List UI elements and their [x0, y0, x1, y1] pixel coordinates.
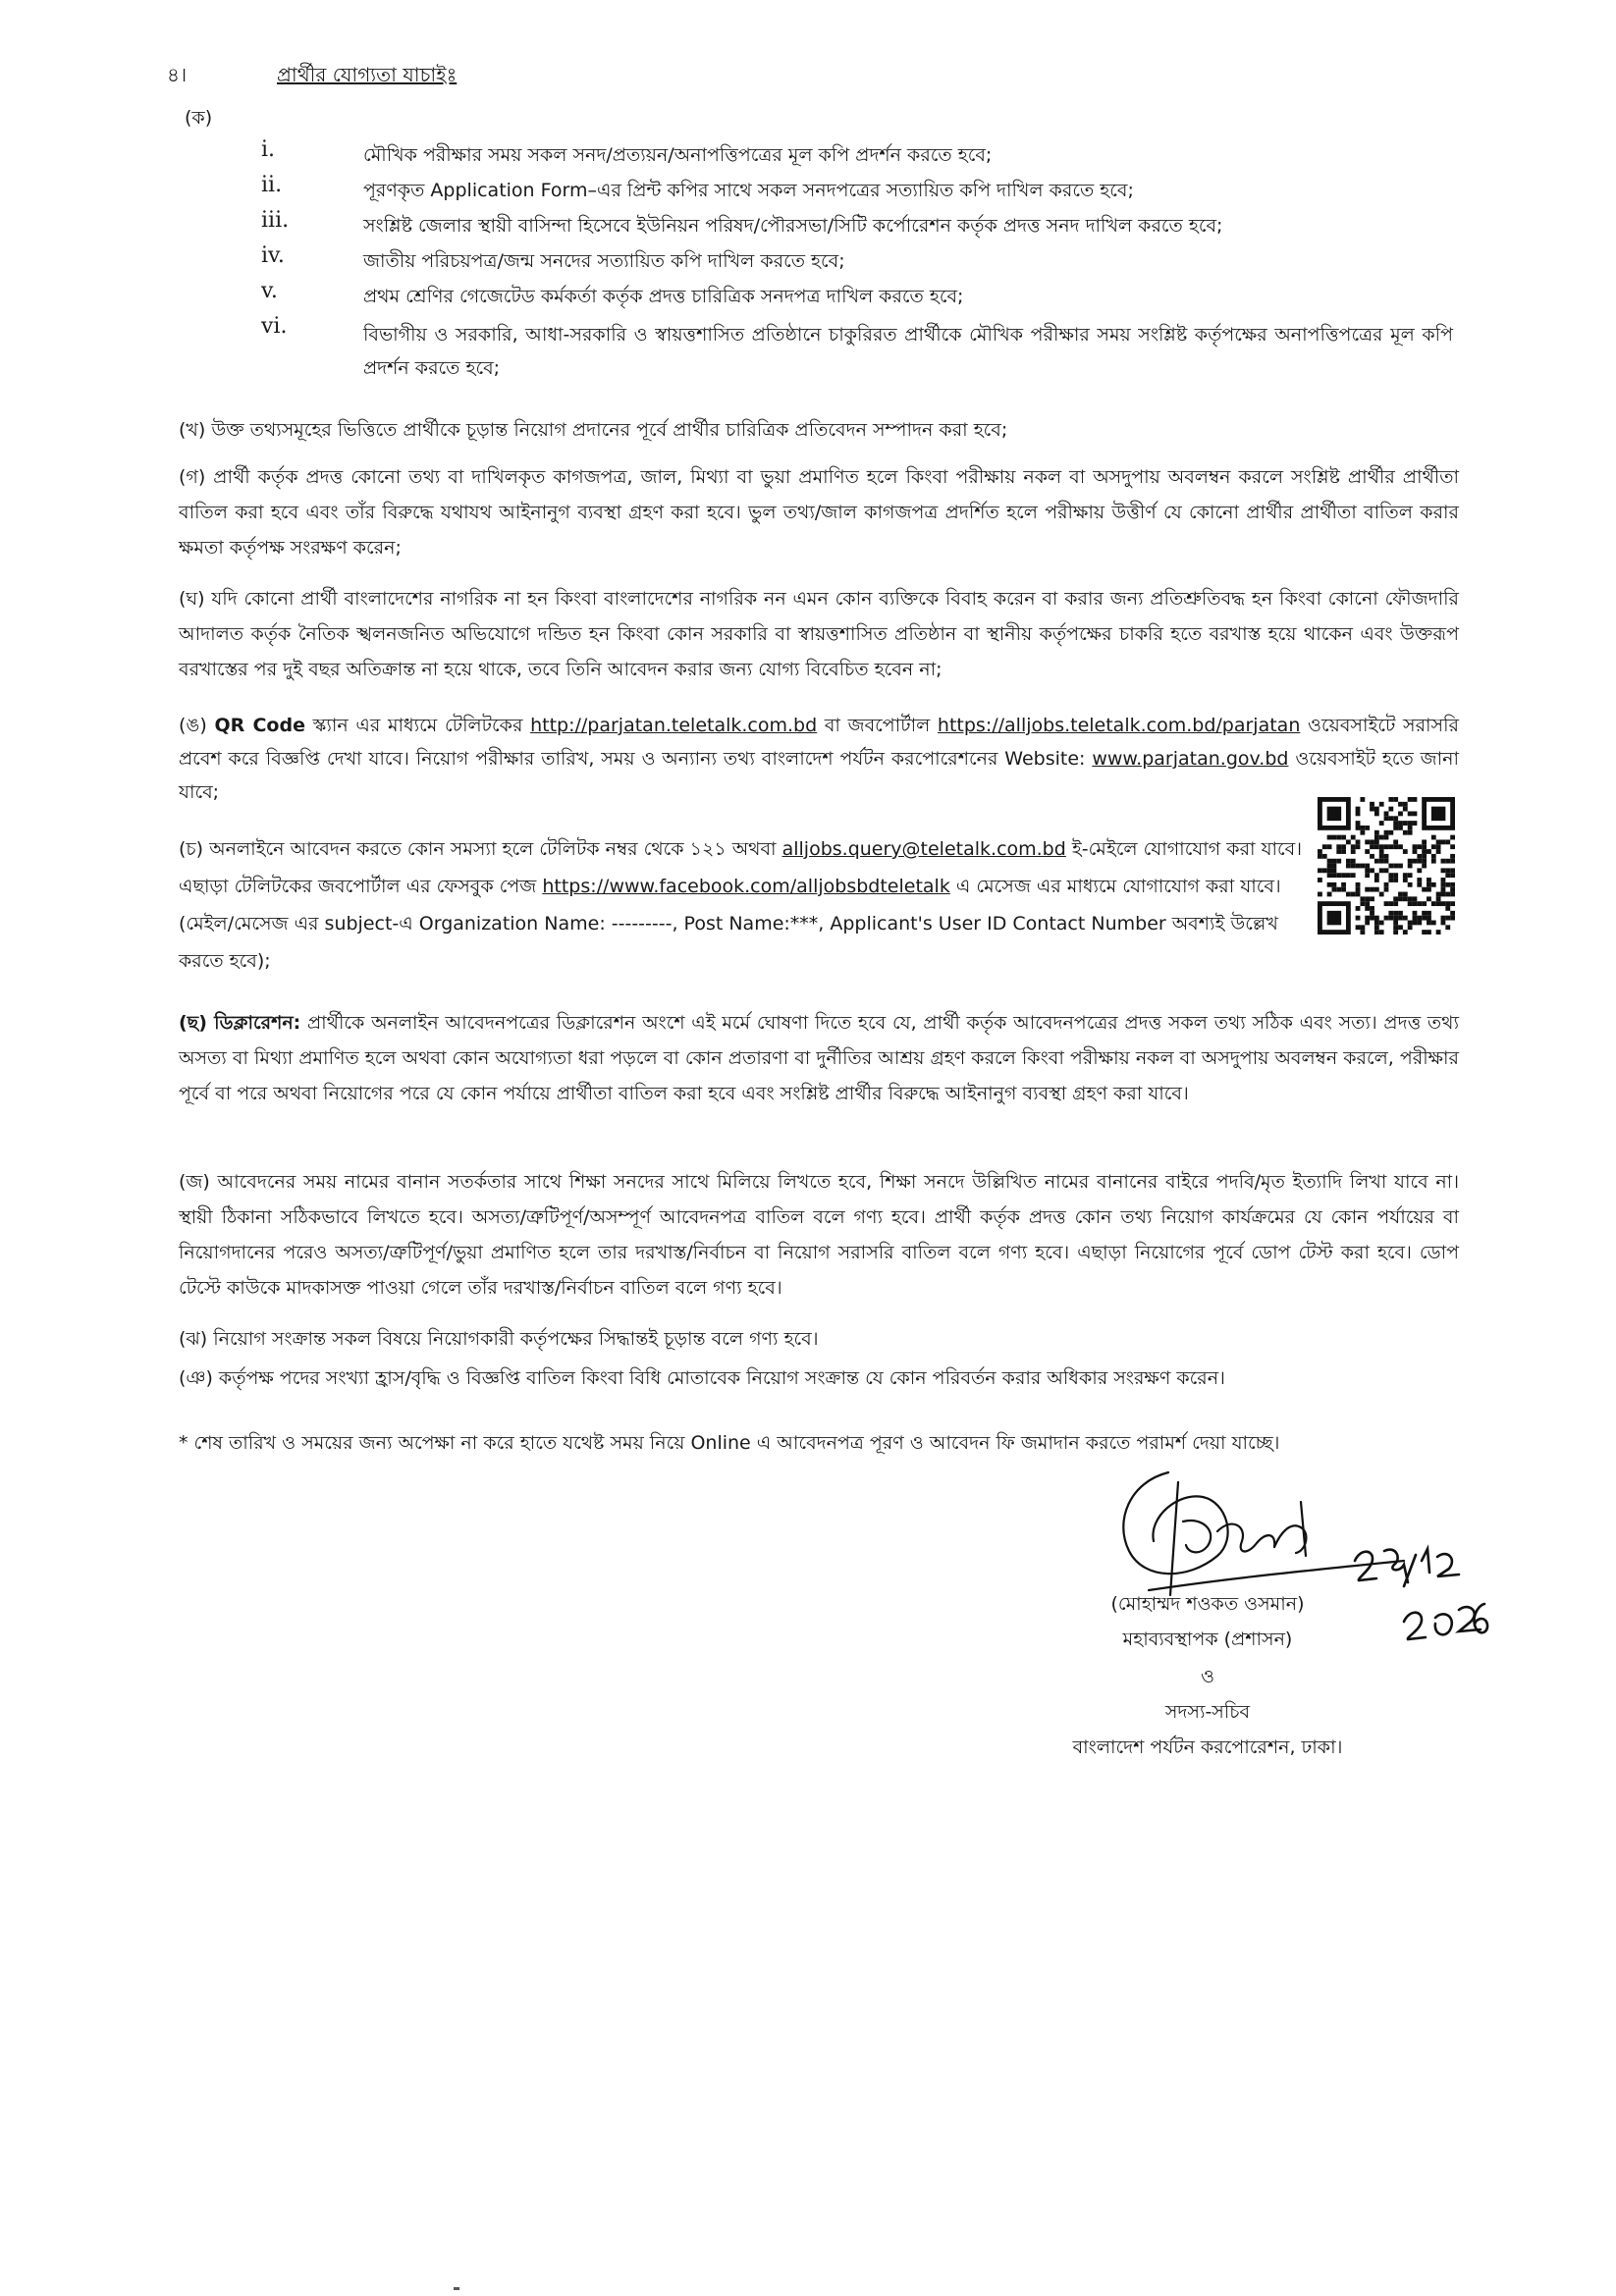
cha-text-3: এ মেসেজ এর মাধ্যমে যোগাযোগ করা যাবে। (মেইল/মেসেজ এর subject-এ Organization Name: ---------, Post Name:***, Applicant's User ID Contact Number অবশ্যই উল্লেখ করতে হবে);	[179, 876, 1281, 972]
section-title: প্রার্থীর যোগ্যতা যাচাইঃ	[277, 63, 458, 86]
facebook-page-link[interactable]: https://www.facebook.com/alljobsbdteletalk	[542, 876, 950, 897]
paragraph-cha	[179, 830, 1308, 980]
sub-ka-label: (ক)	[185, 107, 213, 129]
list-item: বিভাগীয় ও সরকারি, আধা-সরকারি ও স্বায়ত্তশাসিত প্রতিষ্ঠানে চাকুরিরত প্রার্থীকে মৌখিক পরীক্ষার সময় সংশ্লিষ্ট কর্তৃপক্ষের অনাপত্তিপত্রের মূল কপি প্রদর্শন করতে হবে;	[363, 324, 1453, 379]
list-item-number: vi.	[261, 314, 288, 339]
signatory-designation: মহাব্যবস্থাপক (প্রশাসন)	[1122, 1629, 1293, 1650]
paragraph-chha	[179, 1005, 1459, 1111]
paragraph-uma	[179, 709, 1459, 809]
declaration-text: প্রার্থীকে অনলাইন আবেদনপত্রের ডিক্লারেশন অংশে এই মর্মে ঘোষণা দিতে হবে যে, প্রার্থী কর্তৃক আবেদনপত্রের প্রদত্ত সকল তথ্য সঠিক এবং সত্য। প্রদত্ত তথ্য অসত্য বা মিথ্যা প্রমাণিত হলে অথবা কোন অযোগ্যতা ধরা পড়লে বা কোন প্রতারণা বা দুর্নীতির আশ্রয় গ্রহণ করলে কিংবা পরীক্ষায় নকল বা অসদুপায় অবলম্বন করলে, পরীক্ষার পূর্বে বা পরে অথবা নিয়োগের পরে যে কোন পর্যায়ে প্রার্থীতা বাতিল করা হবে এবং সংশ্লিষ্ট প্রার্থীর বিরুদ্ধে আইনানুগ ব্যবস্থা গ্রহণ করা যাবে।	[179, 1012, 1459, 1104]
alljobs-link[interactable]: https://alljobs.teletalk.com.bd/parjatan	[937, 715, 1301, 736]
paragraph-gha: (ঘ) যদি কোনো প্রার্থী বাংলাদেশের নাগরিক না হন কিংবা বাংলাদেশের নাগরিক নন এমন কোন ব্যক্তিকে বিবাহ করেন বা করার জন্য প্রতিশ্রুতিবদ্ধ হন কিংবা কোনো ফৌজদারি আদালত কর্তৃক নৈতিক স্খলনজনিত অভিযোগে দন্ডিত হন কিংবা কোন সরকারি বা স্বায়ত্তশাসিত প্রতিষ্ঠান বা স্থানীয় কর্তৃপক্ষের চাকরি হতে বরখাস্ত হয়ে থাকেন এবং উক্তরূপ বরখাস্তের পর দুই বছর অতিক্রান্ত না হয়ে থাকে, তবে তিনি আবেদন করার জন্য যোগ্য বিবেচিত হবেন না;	[179, 588, 1459, 680]
list-item: মৌখিক পরীক্ষার সময় সকল সনদ/প্রত্যয়ন/অনাপত্তিপত্রের মূল কপি প্রদর্শন করতে হবে;	[363, 144, 993, 166]
list-item-number: iii.	[261, 208, 290, 233]
qr-code-icon	[1318, 797, 1455, 934]
uma-text-2: বা জবপোর্টাল	[817, 715, 938, 736]
signatory-role: সদস্য-সচিব	[1164, 1701, 1251, 1723]
uma-text-4: ওয়েবসাইট হতে জানা যাবে;	[179, 748, 1459, 803]
list-item: সংশ্লিষ্ট জেলার স্থায়ী বাসিন্দা হিসেবে ইউনিয়ন পরিষদ/পৌরসভা/সিটি কর্পোরেশন কর্তৃক প্রদত্ত সনদ দাখিল করতে হবে;	[363, 215, 1223, 237]
cha-text-2: ই-মেইলে যোগাযোগ করা যাবে। এছাড়া টেলিটকের জবপোর্টাল এর ফেসবুক পেজ	[179, 838, 1303, 897]
cha-text-1: (চ) অনলাইনে আবেদন করতে কোন সমস্যা হলে টেলিটক নম্বর থেকে ১২১ অথবা	[179, 838, 782, 860]
uma-text-1: স্ক্যান এর মাধ্যমে টেলিটকের	[304, 715, 531, 736]
signatory-name: (মোহাম্মদ শওকত ওসমান)	[1110, 1593, 1305, 1615]
paragraph-jha: (ঝ) নিয়োগ সংক্রান্ত সকল বিষয়ে নিয়োগকারী কর্তৃপক্ষের সিদ্ধান্তই চূড়ান্ত বলে গণ্য হবে।	[179, 1328, 819, 1350]
paragraph-ga: (গ) প্রার্থী কর্তৃক প্রদত্ত কোনো তথ্য বা দাখিলকৃত কাগজপত্র, জাল, মিথ্যা বা ভুয়া প্রমাণিত হলে কিংবা পরীক্ষায় নকল বা অসদুপায় অবলম্বন করলে সংশ্লিষ্ট প্রার্থীর প্রার্থীতা বাতিল করা হবে এবং তাঁর বিরুদ্ধে যথাযথ আইনানুগ ব্যবস্থা গ্রহণ করা হবে। ভুল তথ্য/জাল কাগজপত্র প্রদর্শিত হলে পরীক্ষায় উত্তীর্ণ যে কোনো প্রার্থীর প্রার্থীতা বাতিল করার ক্ষমতা কর্তৃপক্ষ সংরক্ষণ করেন;	[179, 466, 1459, 559]
list-item: জাতীয় পরিচয়পত্র/জন্ম সনদের সত্যায়িত কপি দাখিল করতে হবে;	[363, 250, 845, 272]
list-item: পূরণকৃত Application Form–এর প্রিন্ট কপির সাথে সকল সনদপত্রের সত্যায়িত কপি দাখিল করতে হবে;	[363, 180, 1134, 201]
list-item-number: v.	[261, 279, 278, 303]
signatory-and: ও	[1201, 1666, 1214, 1687]
parjatan-website-link[interactable]: www.parjatan.gov.bd	[1092, 748, 1289, 770]
list-item-number: iv.	[261, 243, 285, 268]
paragraph-nya: (ঞ) কর্তৃপক্ষ পদের সংখ্যা হ্রাস/বৃদ্ধি ও বিজ্ঞপ্তি বাতিল কিংবা বিধি মোতাবেক নিয়োগ সংক্রান্ত যে কোন পরিবর্তন করার অধিকার সংরক্ষণ করেন।	[179, 1367, 1225, 1389]
support-email-link[interactable]: alljobs.query@teletalk.com.bd	[781, 838, 1066, 860]
list-item-number: ii.	[261, 173, 283, 197]
scan-mark	[454, 2287, 459, 2290]
signatory-organization: বাংলাদেশ পর্যটন করপোরেশন, ঢাকা।	[1072, 1736, 1343, 1758]
paragraph-ja: (জ) আবেদনের সময় নামের বানান সতর্কতার সাথে শিক্ষা সনদের সাথে মিলিয়ে লিখতে হবে, শিক্ষা সনদে উল্লিখিত নামের বানানের বাইরে পদবি/মৃত ইত্যাদি লিখা যাবে না। স্থায়ী ঠিকানা সঠিকভাবে লিখতে হবে। অসত্য/ত্রুটিপূর্ণ/অসম্পূর্ণ আবেদনপত্র বাতিল বলে গণ্য হবে। প্রার্থী কর্তৃক প্রদত্ত কোন তথ্য নিয়োগ কার্যক্রমের যে কোন পর্যায়ের বা নিয়োগদানের পরেও অসত্য/ত্রুটিপূর্ণ/ভুয়া প্রমাণিত হলে তার দরখাস্ত/নির্বাচন বা নিয়োগ সরাসরি বাতিল বলে গণ্য হবে। এছাড়া নিয়োগের পূর্বে ডোপ টেস্ট করা হবে। ডোপ টেস্টে কাউকে মাদকাসক্ত পাওয়া গেলে তাঁর দরখাস্ত/নির্বাচন বাতিল বলে গণ্য হবে।	[179, 1171, 1459, 1299]
uma-label: (ঙ)	[179, 715, 207, 736]
note-text: * শেষ তারিখ ও সময়ের জন্য অপেক্ষা না করে হাতে যথেষ্ট সময় নিয়ে Online এ আবেদনপত্র পূরণ ও আবেদন ফি জমাদান করতে পরামর্শ দেয়া যাচ্ছে।	[179, 1432, 1280, 1454]
paragraph-kha: (খ) উক্ত তথ্যসমূহের ভিত্তিতে প্রার্থীকে চূড়ান্ত নিয়োগ প্রদানের পূর্বে প্রার্থীর চারিত্রিক প্রতিবেদন সম্পাদন করা হবে;	[179, 419, 1008, 441]
declaration-label: (ছ) ডিক্লারেশন:	[179, 1012, 301, 1034]
section-number: ৪।	[167, 63, 188, 86]
uma-text-3: ওয়েবসাইটে সরাসরি প্রবেশ করে বিজ্ঞপ্তি দেখা যাবে। নিয়োগ পরীক্ষার তারিখ, সময় ও অন্যান্য তথ্য বাংলাদেশ পর্যটন করপোরেশনের Website:	[179, 715, 1459, 770]
qr-code-label: QR Code	[214, 715, 305, 736]
list-item-number: i.	[261, 137, 276, 162]
teletalk-link[interactable]: http://parjatan.teletalk.com.bd	[530, 715, 818, 736]
list-item: প্রথম শ্রেণির গেজেটেড কর্মকর্তা কর্তৃক প্রদত্ত চারিত্রিক সনদপত্র দাখিল করতে হবে;	[363, 286, 964, 307]
